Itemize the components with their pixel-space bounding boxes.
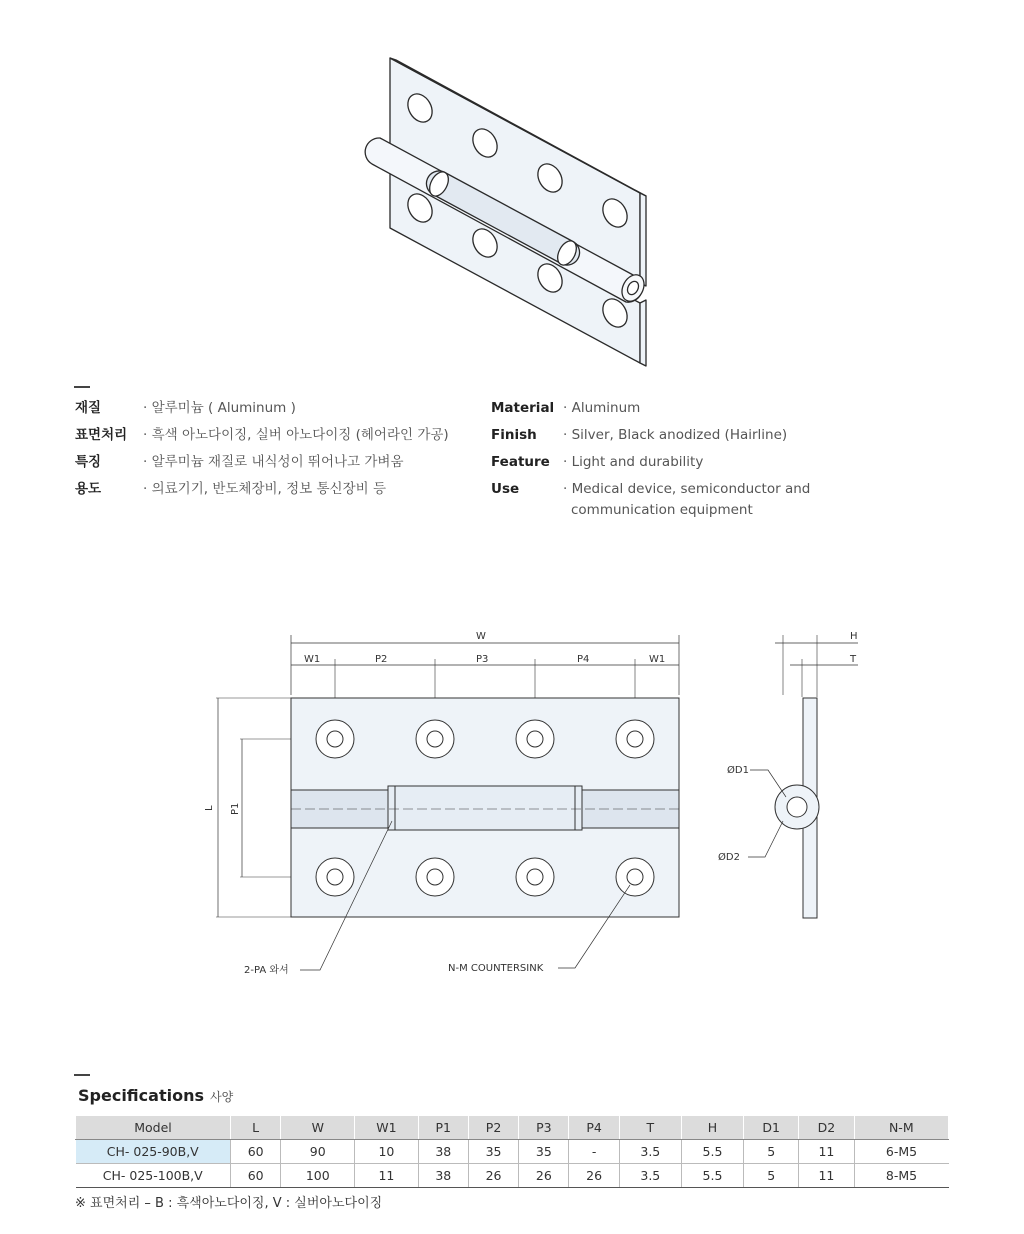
table-cell: 5.5 [681, 1140, 743, 1164]
property-row [75, 425, 475, 452]
spec-title [78, 1086, 233, 1105]
dim-label-w1: W1 [304, 654, 321, 665]
table-cell: 3.5 [619, 1140, 681, 1164]
properties-english [491, 398, 911, 518]
table-cell: - [569, 1140, 619, 1164]
property-row [491, 479, 911, 518]
property-row [75, 452, 475, 479]
table-cell: 3.5 [619, 1164, 681, 1188]
table-cell: 26 [468, 1164, 518, 1188]
table-cell: 35 [519, 1140, 569, 1164]
column-header: P3 [519, 1116, 569, 1140]
dim-label-p3: P3 [476, 654, 489, 665]
section-divider [74, 1074, 90, 1076]
property-value: · Silver, Black anodized (Hairline) [563, 427, 788, 443]
table-cell: 100 [281, 1164, 355, 1188]
column-header: N-M [854, 1116, 948, 1140]
column-header: W1 [355, 1116, 418, 1140]
property-row [491, 425, 911, 452]
column-header: D1 [744, 1116, 799, 1140]
property-value-continued: communication equipment [571, 502, 753, 518]
column-header: Model [76, 1116, 231, 1140]
property-label: 특징 [75, 454, 102, 470]
table-cell: 38 [418, 1140, 468, 1164]
property-label: Material [491, 400, 555, 416]
table-cell: 26 [519, 1164, 569, 1188]
dim-label-p2: P2 [375, 654, 388, 665]
property-value: · Light and durability [563, 454, 704, 470]
property-row [491, 398, 911, 425]
properties-korean [75, 398, 475, 506]
surface-treatment-note: ※ 표면처리 – B : 흑색아노다이징, V : 실버아노다이징 [75, 1196, 383, 1211]
column-header: W [281, 1116, 355, 1140]
dim-label-w: W [476, 631, 486, 642]
dim-label-d1: ØD1 [727, 765, 749, 776]
dim-label-p1: P1 [230, 802, 241, 815]
table-row [76, 1140, 949, 1164]
property-value: · Aluminum [563, 400, 641, 416]
column-header: H [681, 1116, 743, 1140]
column-header: P2 [468, 1116, 518, 1140]
column-header: L [231, 1116, 281, 1140]
section-divider [74, 386, 90, 388]
technical-drawing [190, 625, 890, 1005]
model-cell: CH- 025-100B,V [76, 1164, 231, 1188]
property-value: · 알루미늄 ( Aluminum ) [143, 400, 296, 416]
table-cell: 8-M5 [854, 1164, 948, 1188]
property-label: 표면처리 [75, 427, 128, 443]
property-label: Feature [491, 454, 550, 470]
table-cell: 26 [569, 1164, 619, 1188]
dim-label-h: H [850, 631, 858, 642]
property-value: · 의료기기, 반도체장비, 정보 통신장비 등 [143, 481, 386, 497]
spec-table [75, 1115, 949, 1188]
property-label: 용도 [75, 481, 102, 497]
column-header: D2 [799, 1116, 854, 1140]
column-header: P1 [418, 1116, 468, 1140]
table-cell: 10 [355, 1140, 418, 1164]
column-header: P4 [569, 1116, 619, 1140]
table-cell: 11 [355, 1164, 418, 1188]
property-label: 재질 [75, 400, 102, 416]
table-cell: 60 [231, 1164, 281, 1188]
hinge-isometric-illustration [340, 48, 680, 378]
property-row [75, 398, 475, 425]
callout-washer: 2-PA 와셔 [244, 965, 289, 976]
property-row [75, 479, 475, 506]
property-value: · 흑색 아노다이징, 실버 아노다이징 (헤어라인 가공) [143, 427, 449, 443]
table-cell: 6-M5 [854, 1140, 948, 1164]
spec-subtitle: 사양 [209, 1090, 234, 1104]
callout-countersink: N-M COUNTERSINK [448, 963, 544, 974]
table-header-row [76, 1116, 949, 1140]
property-value: · 알루미늄 재질로 내식성이 뛰어나고 가벼움 [143, 454, 404, 470]
property-value: · Medical device, semiconductor and [563, 481, 811, 497]
dim-label-p4: P4 [577, 654, 590, 665]
table-cell: 11 [799, 1164, 854, 1188]
property-row [491, 452, 911, 479]
table-cell: 5.5 [681, 1164, 743, 1188]
table-cell: 5 [744, 1164, 799, 1188]
spec-title-text: Specifications [78, 1086, 204, 1105]
property-label: Finish [491, 427, 537, 443]
property-label: Use [491, 481, 520, 497]
column-header: T [619, 1116, 681, 1140]
dim-label-l: L [204, 805, 215, 811]
table-cell: 38 [418, 1164, 468, 1188]
table-row [76, 1164, 949, 1188]
dim-label-w1-right: W1 [649, 654, 666, 665]
model-cell: CH- 025-90B,V [76, 1140, 231, 1164]
table-cell: 35 [468, 1140, 518, 1164]
table-cell: 11 [799, 1140, 854, 1164]
table-cell: 5 [744, 1140, 799, 1164]
table-cell: 90 [281, 1140, 355, 1164]
table-cell: 60 [231, 1140, 281, 1164]
dim-label-t: T [850, 654, 857, 665]
dim-label-d2: ØD2 [718, 852, 740, 863]
